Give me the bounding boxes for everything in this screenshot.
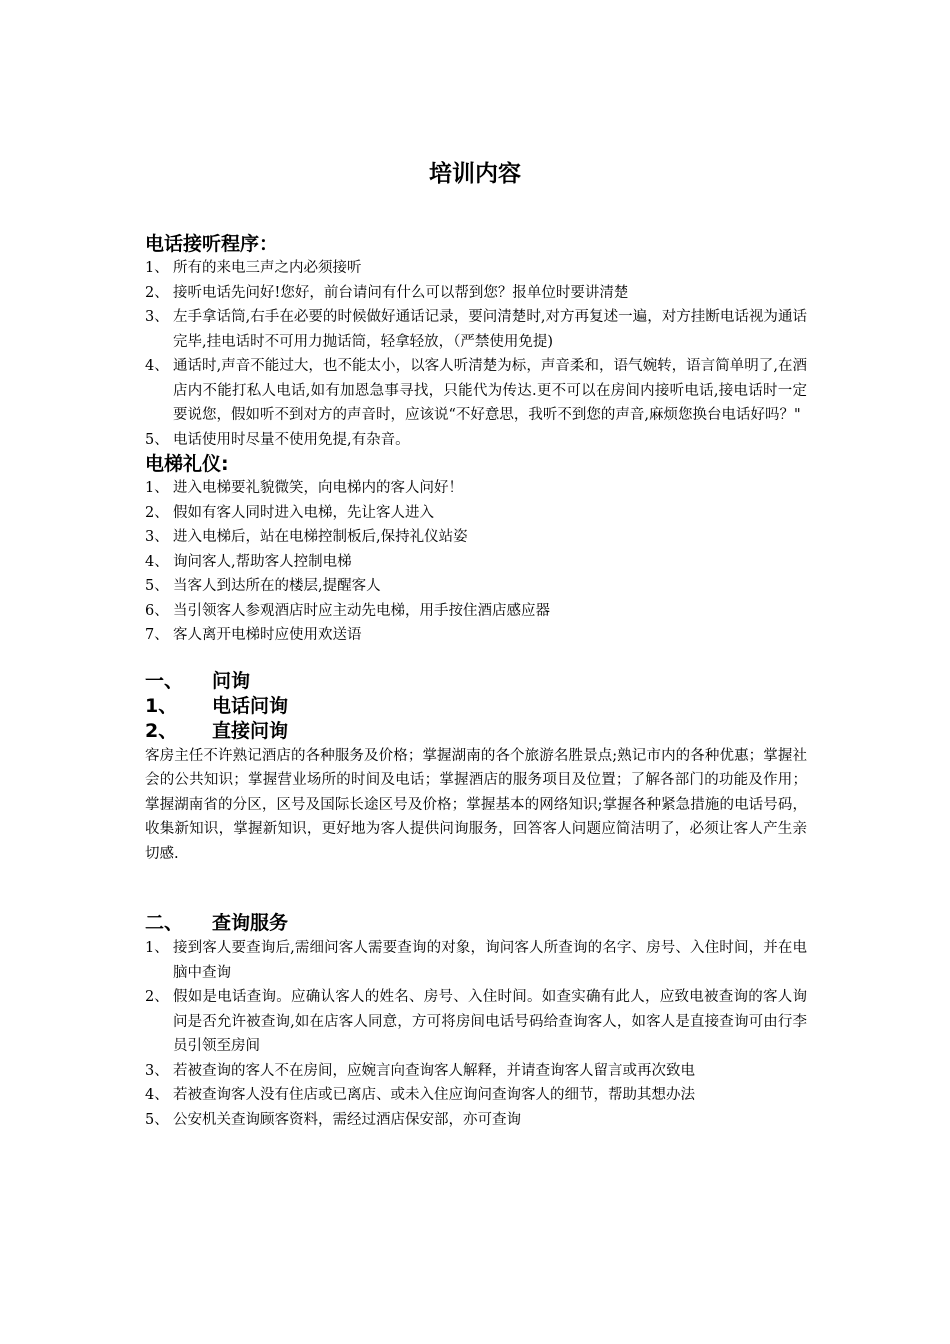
list-item: 2、 假如是电话查询。应确认客人的姓名、房号、入住时间。如查实确有此人，应致电被查询的客人询问是否允许被查询,如在店客人同意，方可将房间电话号码给查询客人，如客人是直接查询可由行李员引领至房间 (145, 989, 807, 1054)
list-item: 2、 假如有客人同时进入电梯，先让客人进入 (145, 504, 434, 521)
query-service-list (145, 936, 807, 1132)
list-item: 7、 客人离开电梯时应使用欢送语 (145, 627, 362, 643)
heading-phone-inquiry: 1、 电话问询 (145, 694, 289, 717)
list-item: 4、 通话时,声音不能过大，也不能太小，以客人听清楚为标，声音柔和，语气婉转，语言简单明了,在酒店内不能打私人电话,如有加恩急事寻找，只能代为传达.更不可以在房间内接听电话,接电话时一定要说您，假如听不到对方的声音时，应该说“不好意思，我听不到您的声音,麻烦您换台电话好吗？" (145, 358, 807, 423)
list-item: 5、 当客人到达所在的楼层,提醒客人 (145, 578, 381, 594)
list-item: 5、 公安机关查询顾客资料，需经过酒店保安部，亦可查询 (145, 1111, 521, 1128)
spacer (145, 648, 807, 669)
elevator-etiquette-list (145, 476, 807, 648)
inquiry-paragraph: 客房主任不许熟记酒店的各种服务及价格；掌握湖南的各个旅游名胜景点;熟记市内的各种优惠；掌握社会的公共知识；掌握营业场所的时间及电话；掌握酒店的服务项目及位置；了解各部门的功能及作用；掌握湖南省的分区，区号及国际长途区号及价格；掌握基本的网络知识;掌握各种紧急措施的电话号码，收集新知识，掌握新知识，更好地为客人提供问询服务，回答客人问题应简洁明了，必须让客人产生亲切感. (145, 747, 807, 862)
list-item: 4、 若被查询客人没有住店或已离店、或未入住应询问查询客人的细节，帮助其想办法 (145, 1087, 695, 1103)
list-item: 1、 进入电梯要礼貌微笑，向电梯内的客人问好！ (145, 480, 463, 496)
list-item: 3、 进入电梯后，站在电梯控制板后,保持礼仪站姿 (145, 529, 468, 545)
list-item: 1、 接到客人要查询后,需细问客人需要查询的对象，询问客人所查询的名字、房号、入住时间，并在电脑中查询 (145, 940, 807, 981)
heading-elevator-etiquette: 电梯礼仪: (145, 453, 229, 475)
spacer (145, 866, 807, 911)
list-item: 3、 若被查询的客人不在房间，应婉言向查询客人解释，并请查询客人留言或再次致电 (145, 1062, 695, 1079)
list-item: 2、 接听电话先问好!您好，前台请问有什么可以帮到您？报单位时要讲清楚 (145, 284, 629, 301)
heading-direct-inquiry: 2、 直接问询 (145, 719, 289, 742)
phone-procedure-list (145, 256, 807, 452)
document-body (145, 232, 807, 1132)
list-item: 3、 左手拿话筒,右手在必要的时候做好通话记录，要问清楚时,对方再复述一遍，对方挂断电话视为通话完毕,挂电话时不可用力抛话筒，轻拿轻放，（严禁使用免提) (145, 309, 807, 350)
list-item: 5、 电话使用时尽量不使用免提,有杂音。 (145, 431, 410, 448)
heading-inquiry: 一、 问询 (145, 669, 251, 692)
heading-phone-procedure: 电话接听程序： (145, 233, 279, 255)
list-item: 1、 所有的来电三声之内必须接听 (145, 260, 362, 276)
list-item: 6、 当引领客人参观酒店时应主动先电梯，用手按住酒店感应器 (145, 602, 550, 619)
list-item: 4、 询问客人,帮助客人控制电梯 (145, 553, 352, 570)
page-title: 培训内容 (429, 161, 521, 187)
heading-query-service: 二、 查询服务 (145, 912, 289, 934)
